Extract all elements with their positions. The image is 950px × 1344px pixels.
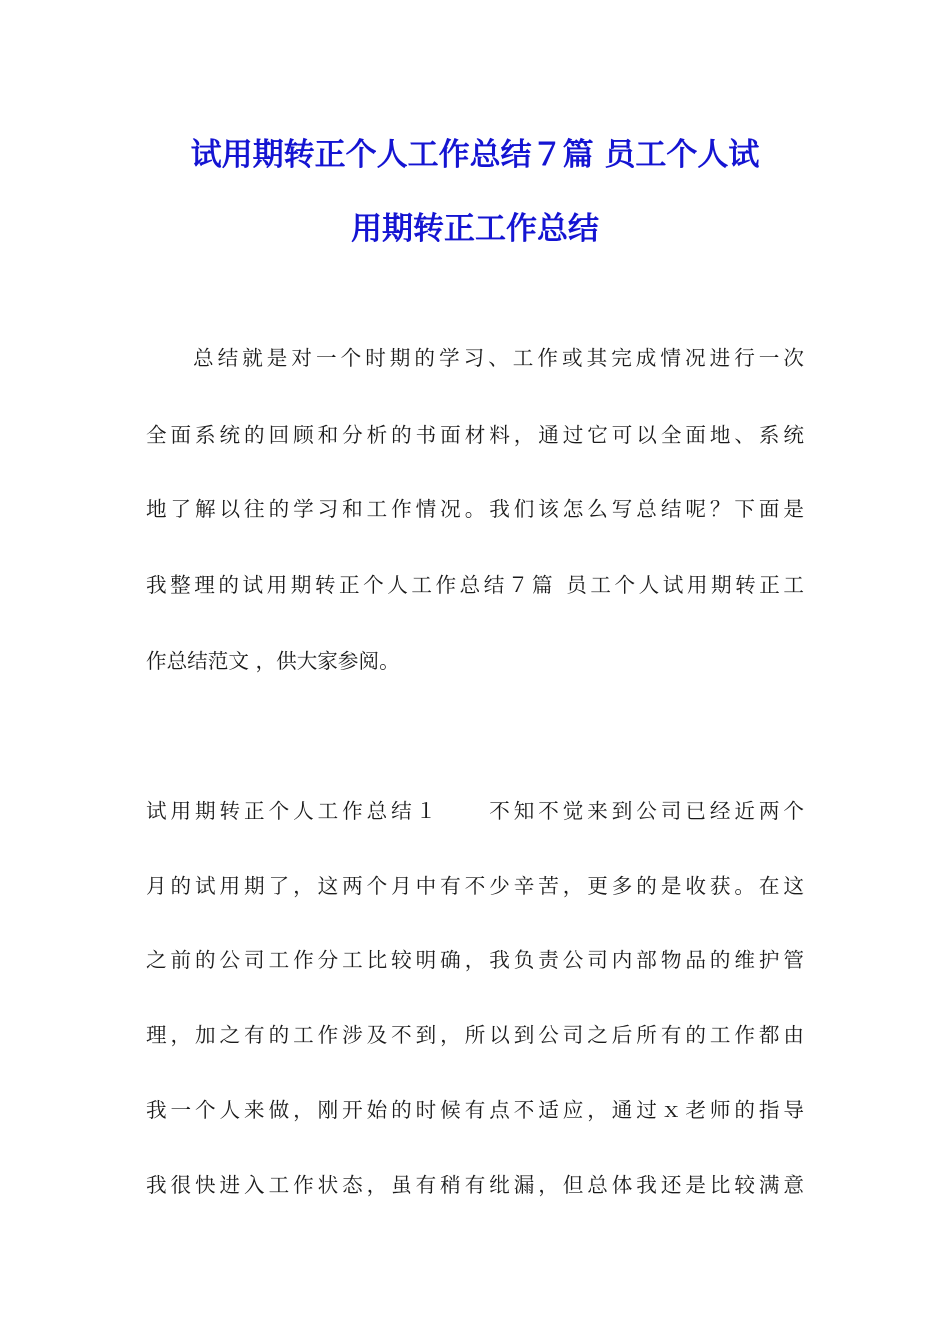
intro-paragraph-line: 地了解以往的学习和工作情况。我们该怎么写总结呢？下面是 — [146, 497, 804, 521]
section1-paragraph-line: 之前的公司工作分工比较明确，我负责公司内部物品的维护管 — [146, 948, 804, 972]
document-title-line-2: 用期转正工作总结 — [351, 211, 599, 247]
section1-paragraph-line: 理，加之有的工作涉及不到，所以到公司之后所有的工作都由 — [146, 1023, 804, 1047]
section1-paragraph-line: 试用期转正个人工作总结１ 不知不觉来到公司已经近两个 — [146, 799, 804, 823]
section1-paragraph-line: 我一个人来做，刚开始的时候有点不适应，通过ｘ老师的指导 — [146, 1098, 804, 1122]
intro-paragraph-line: 作总结范文 ，供大家参阅。 — [146, 649, 400, 673]
intro-paragraph-line: 总结就是对一个时期的学习、工作或其完成情况进行一次 — [193, 346, 804, 370]
intro-paragraph-line: 我整理的试用期转正个人工作总结７篇 员工个人试用期转正工 — [146, 573, 804, 597]
document-title-line-1: 试用期转正个人工作总结７篇 员工个人试 — [190, 137, 760, 173]
intro-paragraph-line: 全面系统的回顾和分析的书面材料，通过它可以全面地、系统 — [146, 423, 804, 447]
section1-paragraph-line: 我很快进入工作状态，虽有稍有纰漏，但总体我还是比较满意 — [146, 1173, 804, 1197]
section1-paragraph-line: 月的试用期了，这两个月中有不少辛苦，更多的是收获。在这 — [146, 874, 804, 898]
